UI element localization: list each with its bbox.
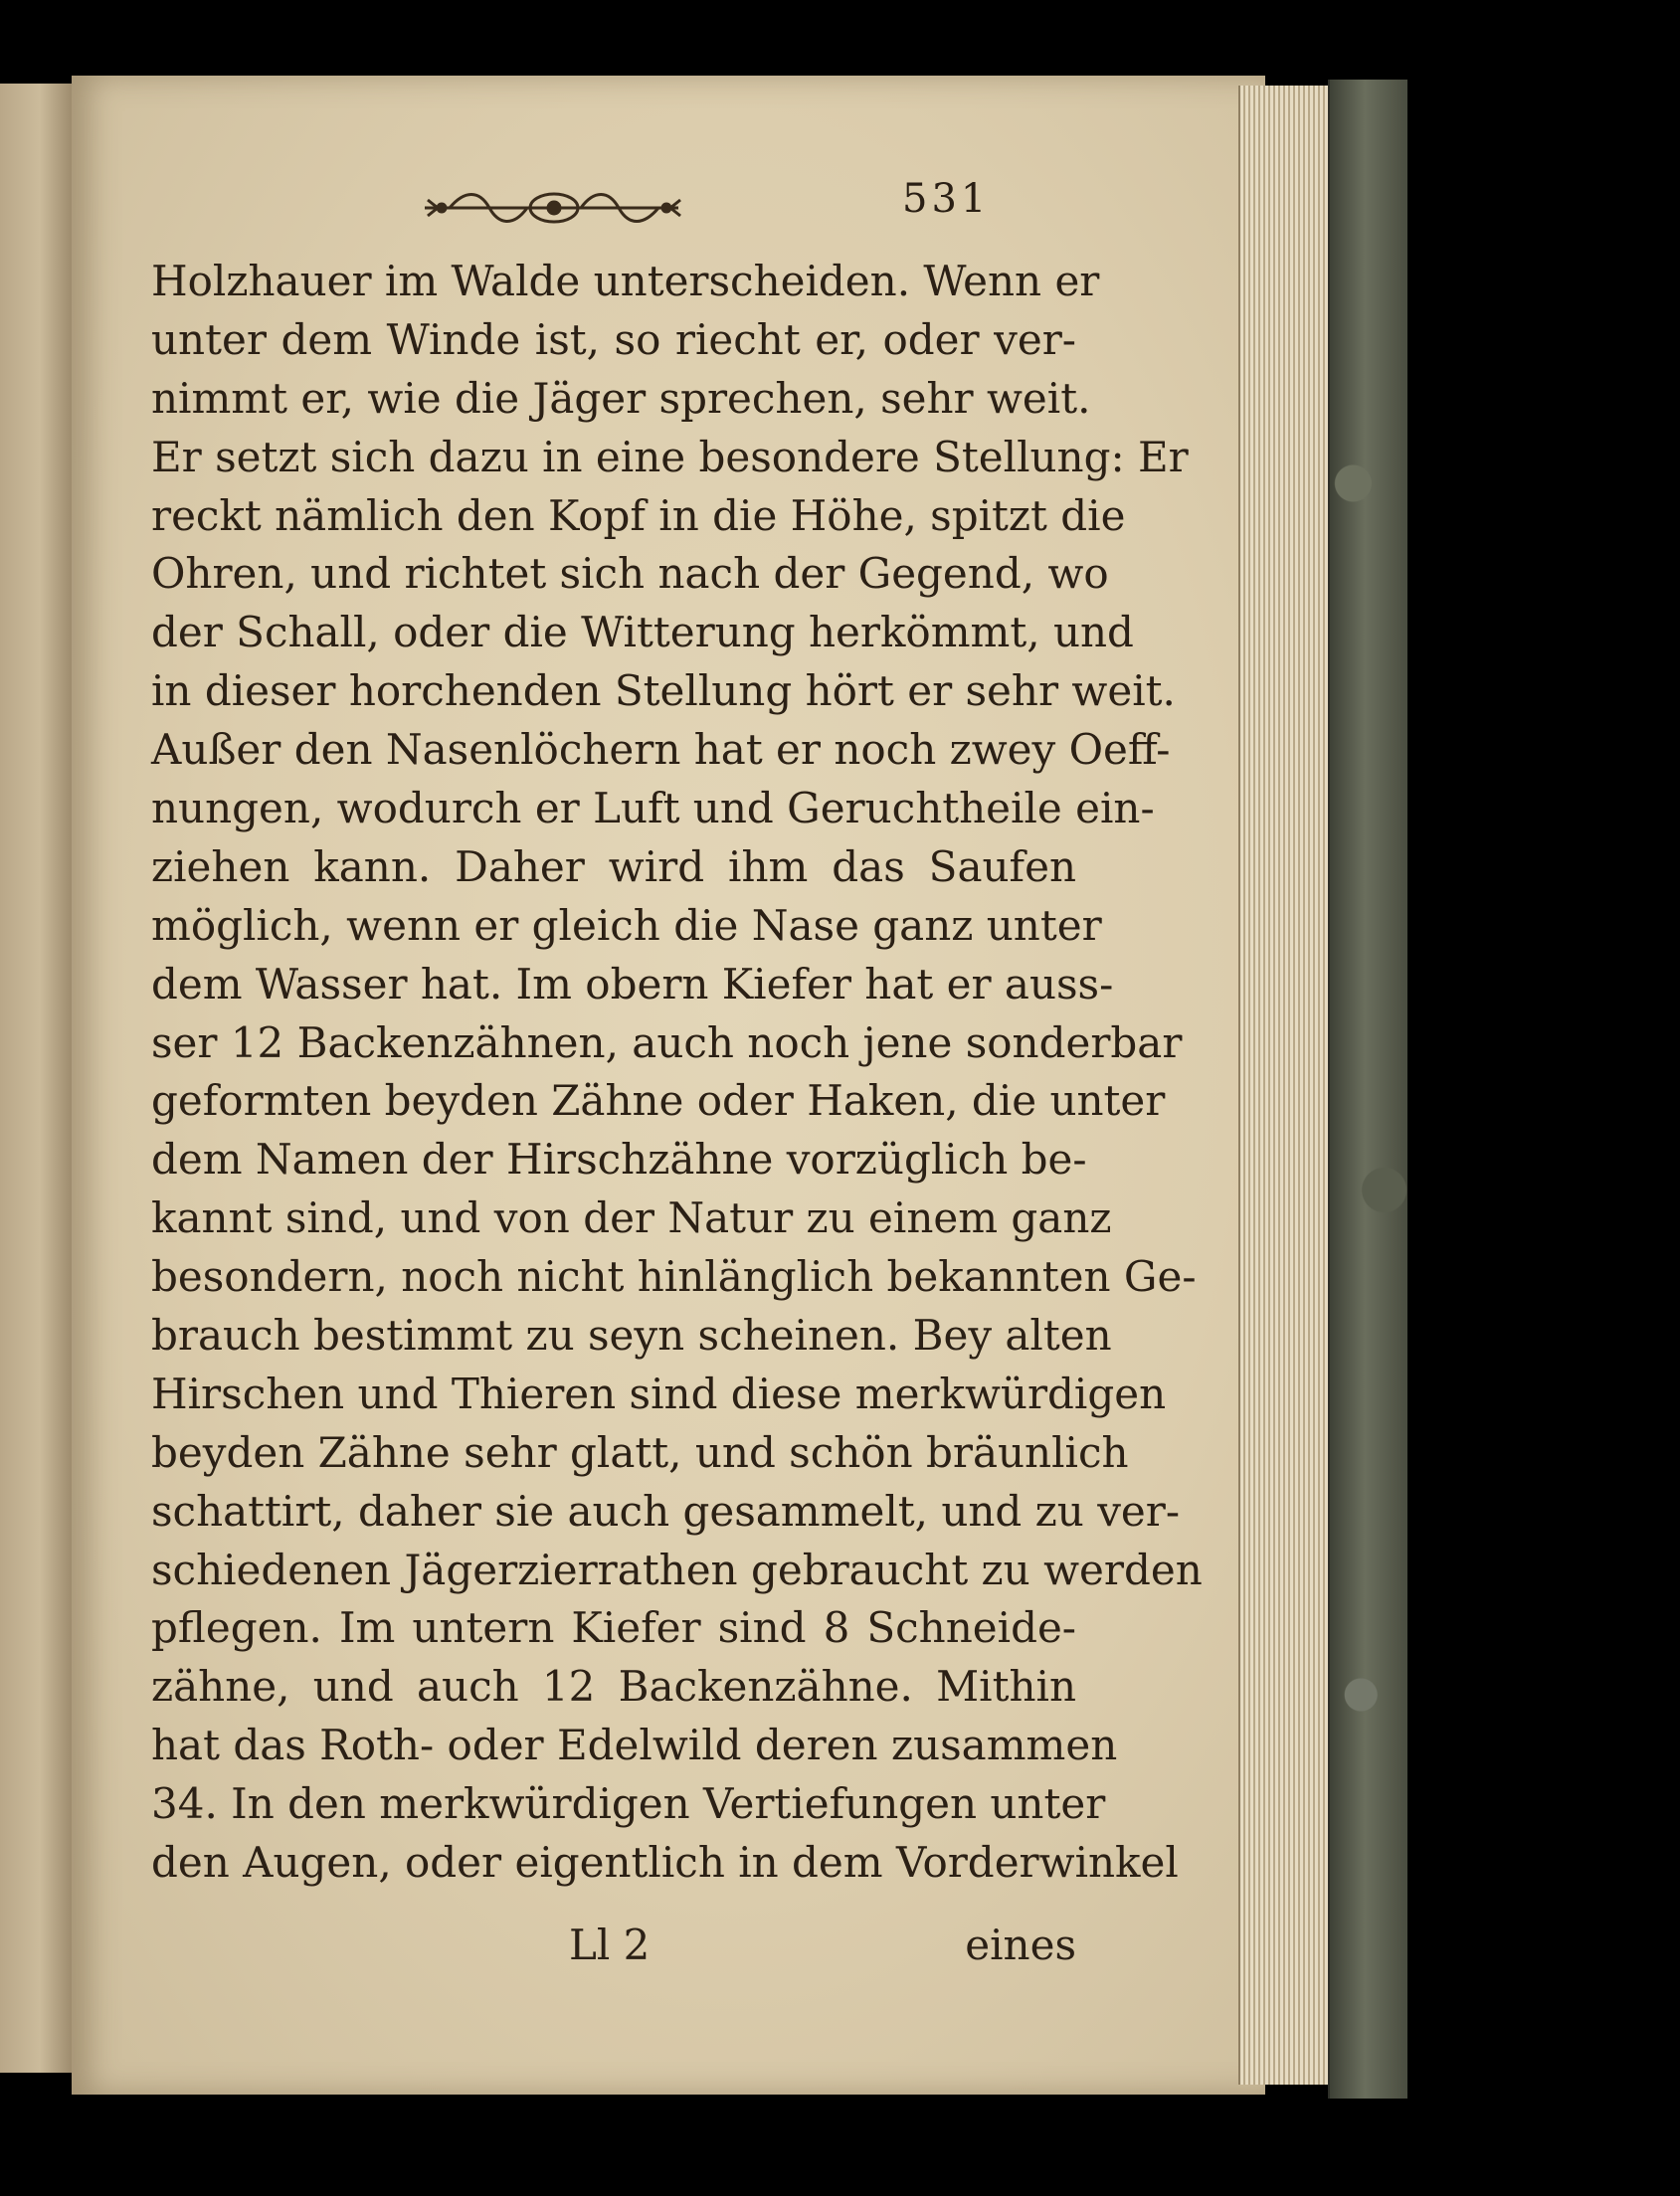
text-line: brauch bestimmt zu seyn scheinen. Bey alten [151,1311,1112,1361]
text-line: Hirschen und Thieren sind diese merkwürdigen [151,1369,1167,1418]
page-footer [151,1921,1076,1980]
text-line: Holzhauer im Walde unterscheiden. Wenn er [151,257,1100,305]
catchword: eines [965,1921,1076,1969]
marbled-cover [1328,80,1407,2099]
text-line: dem Wasser hat. Im obern Kiefer hat er auss- [151,959,1114,1008]
previous-page-edge [0,84,75,2073]
text-line: Außer den Nasenlöchern hat er noch zwey Oeff- [151,725,1171,775]
text-line: zähne, und auch 12 Backenzähne. Mithin [151,1662,1076,1712]
text-line: beyden Zähne sehr glatt, und schön bräunlich [151,1427,1129,1477]
text-line: schattirt, daher sie auch gesammelt, und zu ver- [151,1486,1181,1536]
text-line: hat das Roth- oder Edelwild deren zusammen [151,1721,1118,1770]
text-line: Er setzt sich dazu in eine besondere Stellung: Er [151,432,1189,481]
text-line: nungen, wodurch er Luft und Geruchtheile ein- [151,784,1155,833]
text-line: schiedenen Jägerzierrathen gebraucht zu werden [151,1545,1203,1594]
text-line: nimmt er, wie die Jäger sprechen, sehr weit. [151,373,1091,423]
text-line: den Augen, oder eigentlich in dem Vorderwinkel [151,1838,1179,1888]
text-line: möglich, wenn er gleich die Nase ganz unter [151,900,1102,950]
text-line: pflegen. Im untern Kiefer sind 8 Schneide- [151,1603,1076,1653]
text-line: besondern, noch nicht hinlänglich bekannten Ge- [151,1252,1197,1302]
text-line: ser 12 Backenzähnen, auch noch jene sonderbar [151,1017,1183,1067]
body-text [151,253,1203,1893]
text-line: dem Namen der Hirschzähne vorzüglich be- [151,1135,1087,1185]
text-line: kannt sind, und von der Natur zu einem ganz [151,1193,1112,1243]
header-ornament-icon [420,182,688,232]
text-line: geformten beyden Zähne oder Haken, die unter [151,1076,1166,1126]
text-line: reckt nämlich den Kopf in die Höhe, spitzt die [151,490,1126,540]
text-line: ziehen kann. Daher wird ihm das Saufen [151,841,1076,891]
text-line: der Schall, oder die Witterung herkömmt, und [151,608,1134,657]
text-line: 34. In den merkwürdigen Vertiefungen unter [151,1779,1106,1829]
page-header [72,170,1265,240]
page-edge-stack [1238,86,1330,2085]
page-number: 531 [902,176,991,222]
signature-mark: Ll 2 [569,1921,651,1969]
text-line: unter dem Winde ist, so riecht er, oder ver- [151,314,1076,364]
book-page [72,76,1265,2095]
text-line: in dieser horchenden Stellung hört er sehr weit. [151,666,1176,716]
text-line: Ohren, und richtet sich nach der Gegend, wo [151,549,1109,599]
